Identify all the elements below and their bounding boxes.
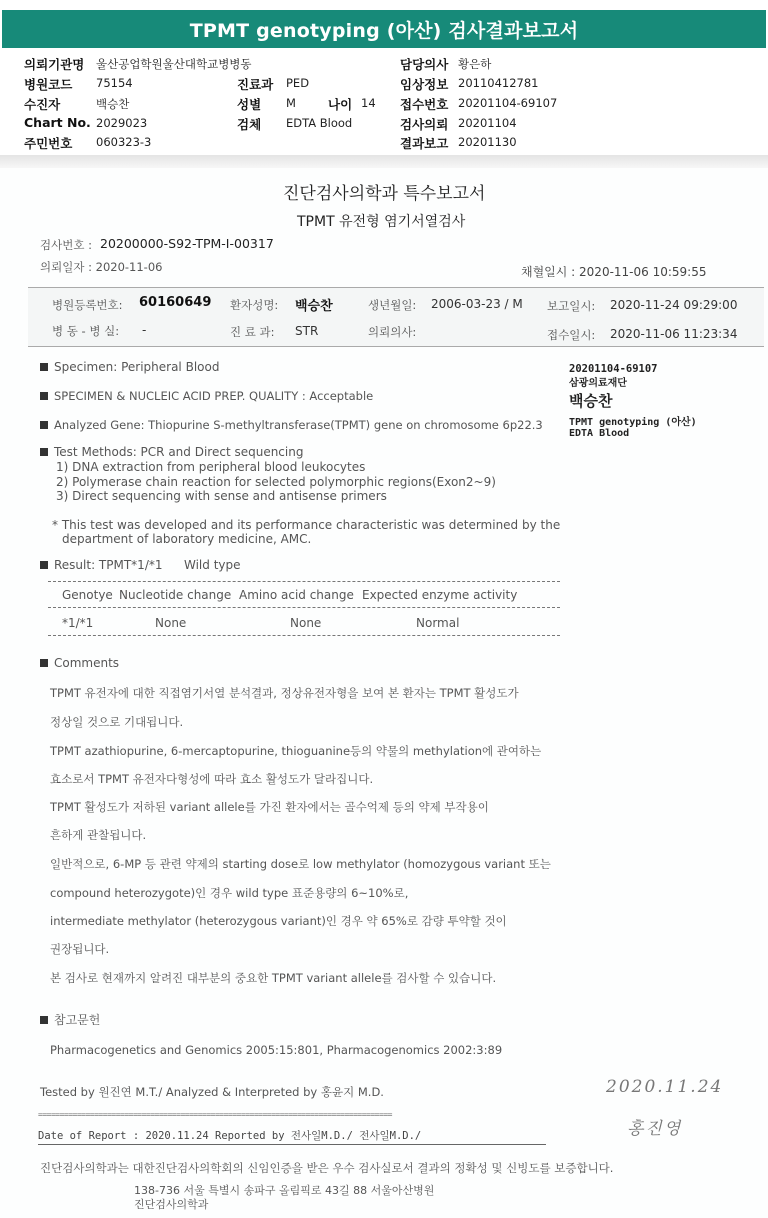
handwritten-date: 2020.11.24	[606, 1077, 724, 1097]
chart-value: 2029023	[96, 116, 148, 130]
report-label: 결과보고	[400, 136, 449, 151]
institution-label: 의뢰기관명	[24, 57, 85, 72]
doctor-value: 황은하	[458, 57, 492, 71]
patient-name-value: 백승찬	[295, 299, 333, 314]
age-value: 14	[361, 96, 376, 110]
reg-no-value: 60160649	[139, 295, 212, 310]
td-amino: None	[290, 616, 322, 630]
sticker-lab: 삼광의료재단	[569, 378, 627, 389]
comment-line: 흔하게 관찰됩니다.	[50, 828, 147, 842]
specimen-value: EDTA Blood	[286, 116, 353, 130]
sticker-test: TPMT genotyping (아산)	[569, 417, 697, 428]
bullet-icon	[40, 392, 48, 400]
methods-text: Test Methods: PCR and Direct sequencing	[54, 445, 304, 459]
comment-line: TPMT 활성도가 저하된 variant allele를 가진 환자에서는 골수억제 등의 약제 부작용이	[50, 800, 489, 814]
td-nucleotide: None	[155, 616, 187, 630]
report-title: TPMT genotyping (아산) 검사결과보고서	[2, 10, 766, 48]
section-divider	[0, 155, 768, 168]
table-bottom-rule	[48, 635, 560, 636]
report-dt-label: 보고일시:	[547, 299, 596, 313]
quality-text: SPECIMEN & NUCLEIC ACID PREP. QUALITY : Acceptable	[54, 389, 374, 403]
report-value: 20201130	[458, 135, 517, 149]
bullet-icon	[40, 363, 48, 371]
chart-label: Chart No.	[24, 115, 91, 130]
bullet-icon	[40, 1016, 48, 1024]
gene-text: Analyzed Gene: Thiopurine S-methyltransferase(TPMT) gene on chromosome 6p22.3	[54, 418, 543, 432]
th-genotype: Genotye	[62, 588, 113, 602]
handwritten-signature: 홍진영	[627, 1119, 683, 1139]
doc-title: 진단검사의학과 특수보고서	[283, 184, 486, 204]
report-underline	[38, 1144, 546, 1145]
ward-value: -	[142, 323, 147, 337]
test-no-label: 검사번호 :	[40, 238, 92, 252]
doc-subtitle: TPMT 유전형 염기서열검사	[297, 214, 466, 230]
bullet-icon	[40, 561, 48, 569]
report-dt-value: 2020-11-24 09:29:00	[610, 298, 738, 312]
dept-value: PED	[286, 76, 310, 90]
receipt-value: 20201104-69107	[458, 96, 558, 110]
birth-value: 2006-03-23 / M	[431, 297, 523, 311]
footer-statement: 진단검사의학과는 대한진단검사의학회의 신임인증을 받은 우수 검사실로서 결과의 정확성 및 신빙도를 보증합니다.	[40, 1161, 614, 1175]
dept2-label: 진 료 과:	[230, 325, 275, 339]
th-nucleotide: Nucleotide change	[119, 588, 232, 602]
specimen-line	[40, 360, 219, 374]
age-label: 나이	[328, 97, 353, 112]
ward-label: 병 동 - 병 실:	[52, 324, 120, 338]
sticker-specimen: EDTA Blood	[569, 428, 630, 439]
sex-value: M	[286, 96, 296, 110]
note-2: department of laboratory medicine, AMC.	[62, 532, 312, 546]
note-1: * This test was developed and its performance characteristic was determined by the	[52, 518, 561, 532]
hospital-code-label: 병원코드	[24, 77, 73, 92]
dept2-value: STR	[295, 324, 319, 338]
ref-doctor-label: 의뢰의사:	[368, 325, 417, 339]
th-amino: Amino acid change	[239, 588, 354, 602]
comment-line: 일반적으로, 6-MP 등 관련 약제의 starting dose로 low methylator (homozygous variant 또는	[50, 857, 551, 871]
td-genotype: *1/*1	[62, 616, 94, 630]
doctor-label: 담당의사	[400, 57, 449, 72]
patient-value: 백승찬	[96, 97, 130, 111]
sticker-name: 백승찬	[569, 392, 613, 410]
refs-heading	[40, 1011, 100, 1028]
bullet-icon	[40, 448, 48, 456]
footer-address: 138-736 서울 특별시 송파구 올림픽로 43길 88 서울아산병원	[134, 1184, 435, 1197]
gene-line	[40, 418, 543, 432]
request-label: 검사의뢰	[400, 117, 449, 132]
result-label: Result: TPMT*1/*1	[54, 558, 163, 572]
comments-label: Comments	[54, 656, 120, 670]
patient-name-label: 환자성명:	[230, 298, 279, 312]
method-1: 1) DNA extraction from peripheral blood leukocytes	[56, 460, 366, 474]
refs-text: Pharmacogenetics and Genomics 2005:15:801, Pharmacogenomics 2002:3:89	[50, 1043, 503, 1057]
result-type: Wild type	[184, 558, 241, 572]
sticker-receipt: 20201104-69107	[569, 363, 658, 375]
footer-dept: 진단검사의학과	[134, 1198, 209, 1211]
sex-label: 성별	[237, 97, 262, 112]
result-line	[40, 558, 163, 572]
td-enzyme: Normal	[416, 616, 460, 630]
bullet-icon	[40, 659, 48, 667]
receipt-dt-label: 접수일시:	[547, 328, 596, 342]
institution-value: 울산공업학원울산대학교병병동	[96, 57, 252, 71]
request-value: 20201104	[458, 116, 517, 130]
th-enzyme: Expected enzyme activity	[362, 588, 518, 602]
clinical-label: 임상정보	[400, 77, 449, 92]
reg-no-label: 병원등록번호:	[52, 298, 123, 312]
table-mid-rule	[48, 607, 560, 608]
comments-heading	[40, 656, 119, 670]
specimen-label-sticker	[569, 363, 749, 439]
info-bottom-line	[28, 346, 764, 347]
bullet-icon	[40, 421, 48, 429]
methods-line	[40, 445, 303, 459]
hospital-code-value: 75154	[96, 76, 133, 90]
receipt-dt-value: 2020-11-06 11:23:34	[610, 327, 738, 341]
test-no-value: 20200000-S92-TPM-I-00317	[100, 236, 274, 251]
request-date: 의뢰일자 : 2020-11-06	[40, 260, 163, 274]
rrn-value: 060323-3	[96, 135, 152, 149]
collect-date: 채혈일시 : 2020-11-06 10:59:55	[521, 265, 707, 279]
clinical-value: 20110412781	[458, 76, 539, 90]
comment-line: TPMT 유전자에 대한 직접염기서열 분석결과, 정상유전자형을 보여 본 환자는 TPMT 활성도가	[50, 686, 519, 700]
quality-line	[40, 389, 373, 403]
tested-by: Tested by 원진연 M.T./ Analyzed & Interpreted by 홍윤지 M.D.	[40, 1085, 384, 1099]
refs-label: 참고문헌	[54, 1013, 101, 1027]
comment-line: 권장됩니다.	[50, 942, 110, 956]
table-top-rule	[48, 581, 560, 582]
rrn-label: 주민번호	[24, 136, 73, 151]
comment-line: 정상일 것으로 기대됩니다.	[50, 715, 184, 729]
dept-label: 진료과	[237, 77, 274, 92]
comment-line: 본 검사로 현재까지 알려진 대부분의 중요한 TPMT variant allele를 검사할 수 있습니다.	[50, 971, 497, 985]
comment-line: compound heterozygote)인 경우 wild type 표준용량의 6~10%로,	[50, 886, 409, 900]
report-line: Date of Report : 2020.11.24 Reported by 전사일M.D./ 전사일M.D./	[38, 1130, 422, 1142]
patient-label: 수진자	[24, 97, 61, 112]
birth-label: 생년월일:	[368, 298, 417, 312]
specimen-text: Specimen: Peripheral Blood	[54, 360, 220, 374]
comment-line: 효소로서 TPMT 유전자다형성에 따라 효소 활성도가 달라집니다.	[50, 772, 374, 786]
comment-line: intermediate methylator (heterozygous variant)인 경우 약 65%로 감량 투약할 것이	[50, 914, 507, 928]
comment-line: TPMT azathiopurine, 6-mercaptopurine, thioguanine등의 약물의 methylation에 관여하는	[50, 744, 542, 758]
method-3: 3) Direct sequencing with sense and antisense primers	[56, 489, 387, 503]
method-2: 2) Polymerase chain reaction for selected polymorphic regions(Exon2~9)	[56, 475, 496, 489]
specimen-label: 검체	[237, 117, 262, 132]
receipt-label: 접수번호	[400, 97, 449, 112]
equals-rule: ==================================================================================	[38, 1110, 392, 1119]
